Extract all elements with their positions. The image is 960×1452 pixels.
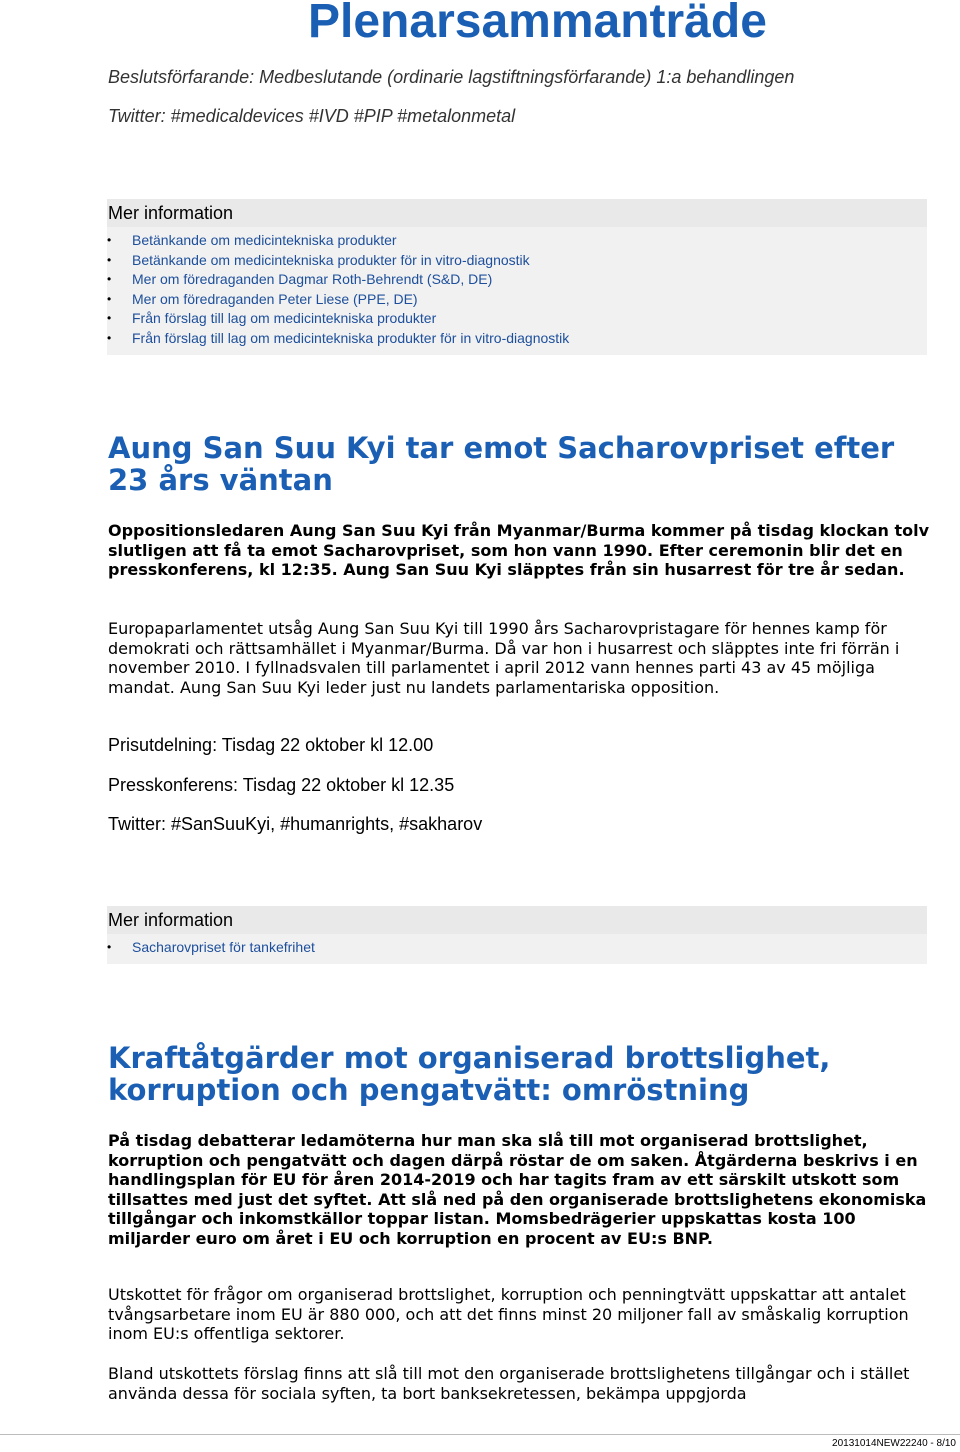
article-title: Kraftåtgärder mot organiserad brottslighet, korruption och pengatvätt: omröstning bbox=[108, 1041, 831, 1107]
link-text[interactable]: Betänkande om medicintekniska produkter bbox=[132, 232, 397, 248]
link-text[interactable]: Betänkande om medicintekniska produkter för in vitro-diagnostik bbox=[132, 251, 530, 268]
article-lead: På tisdag debatterar ledamöterna hur man ska slå till mot organiserad brottslighet, korruption och pengatvätt och dagen därpå röstar de om saken. Åtgärderna beskrivs i en handlingsplan för EU för åren 2014-2019 och har tagits fram av ett särskilt utskott som tillsattes med just det syftet. Att slå ned på den organiserade brottslighetens ekonomiska tillgångar och inkomstkällor toppar listan. Momsbedrägerier uppskattas kosta 100 miljarder euro om året i EU och korruption en procent av EU:s BNP. bbox=[108, 1131, 927, 1248]
link-text[interactable]: Mer om föredraganden Dagmar Roth-Behrendt (S&D, DE) bbox=[132, 271, 493, 288]
more-info-heading: Mer information bbox=[107, 199, 927, 227]
article-body: Europaparlamentet utsåg Aung San Suu Kyi till 1990 års Sacharovpristagare för hennes kamp för demokrati och rättsamhället i Myanmar/Burma. Då var hon i husarrest och släpptes inte fri förrän i november 2010. I fyllnadsvalen till parlamentet i april 2012 vann hennes parti 43 av 45 möjliga mandat. Aung San Suu Kyi leder just nu landets parlamentariska opposition. bbox=[108, 619, 900, 697]
link-text[interactable]: Mer om föredraganden Peter Liese (PPE, DE) bbox=[132, 290, 418, 307]
more-info-heading: Mer information bbox=[107, 906, 927, 934]
article-lead: Oppositionsledaren Aung San Suu Kyi från Myanmar/Burma kommer på tisdag klockan tolv slutligen att få ta emot Sacharovpriset, som hon vann 1990. Efter ceremonin blir det en presskonferens, kl 12:35. Aung San Suu Kyi släpptes från sin husarrest för tre år sedan. bbox=[108, 521, 930, 579]
more-info-list bbox=[107, 227, 927, 355]
article-paragraph: Bland utskottets förslag finns att slå till mot den organiserade brottslighetens tillgångar och i stället använda dessa för sociala syften, ta bort banksekretessen, bekämpa uppgjorda bbox=[108, 1364, 910, 1403]
procedure-text: Beslutsförfarande: Medbeslutande (ordinarie lagstiftningsförfarande) 1:a behandlingen bbox=[108, 67, 795, 87]
more-info-link[interactable] bbox=[107, 270, 927, 290]
more-info-list bbox=[107, 934, 927, 964]
article-paragraph: Utskottet för frågor om organiserad brottslighet, korruption och penningtvätt uppskattar att antalet tvångsarbetare inom EU är 880 000, och att det finns minst 20 miljoner fall av småskalig korruption inom EU:s offentliga sektorer. bbox=[108, 1285, 909, 1343]
article-twitter: Twitter: #SanSuuKyi, #humanrights, #sakharov bbox=[108, 814, 483, 834]
more-info-link[interactable] bbox=[107, 309, 927, 329]
bullet-icon: • bbox=[107, 311, 112, 326]
footer-reference: 20131014NEW22240 - 8/10 bbox=[832, 1438, 956, 1449]
page-title: Plenarsammanträde bbox=[308, 0, 767, 48]
bullet-icon: • bbox=[107, 233, 112, 247]
bullet-icon: • bbox=[107, 940, 112, 954]
more-info-link[interactable] bbox=[107, 251, 927, 271]
link-text[interactable]: Sacharovpriset för tankefrihet bbox=[132, 939, 315, 955]
more-info-link[interactable] bbox=[107, 231, 927, 251]
more-info-link[interactable] bbox=[107, 290, 927, 310]
bullet-icon: • bbox=[107, 272, 112, 287]
bullet-icon: • bbox=[107, 291, 112, 306]
press-time: Presskonferens: Tisdag 22 oktober kl 12.35 bbox=[108, 775, 455, 795]
bullet-icon: • bbox=[107, 252, 112, 267]
more-info-link[interactable] bbox=[107, 938, 927, 958]
bullet-icon: • bbox=[107, 330, 112, 345]
link-text[interactable]: Från förslag till lag om medicintekniska produkter bbox=[132, 310, 437, 327]
article-title: Aung San Suu Kyi tar emot Sacharovpriset efter 23 års väntan bbox=[108, 431, 895, 497]
link-text[interactable]: Från förslag till lag om medicintekniska produkter för in vitro-diagnostik bbox=[132, 329, 570, 346]
award-time: Prisutdelning: Tisdag 22 oktober kl 12.00 bbox=[108, 735, 434, 755]
twitter-hashtags: Twitter: #medicaldevices #IVD #PIP #metalonmetal bbox=[108, 106, 516, 126]
more-info-box bbox=[107, 199, 927, 355]
footer-divider bbox=[0, 1434, 960, 1435]
more-info-box bbox=[107, 906, 927, 964]
more-info-link[interactable] bbox=[107, 329, 927, 349]
